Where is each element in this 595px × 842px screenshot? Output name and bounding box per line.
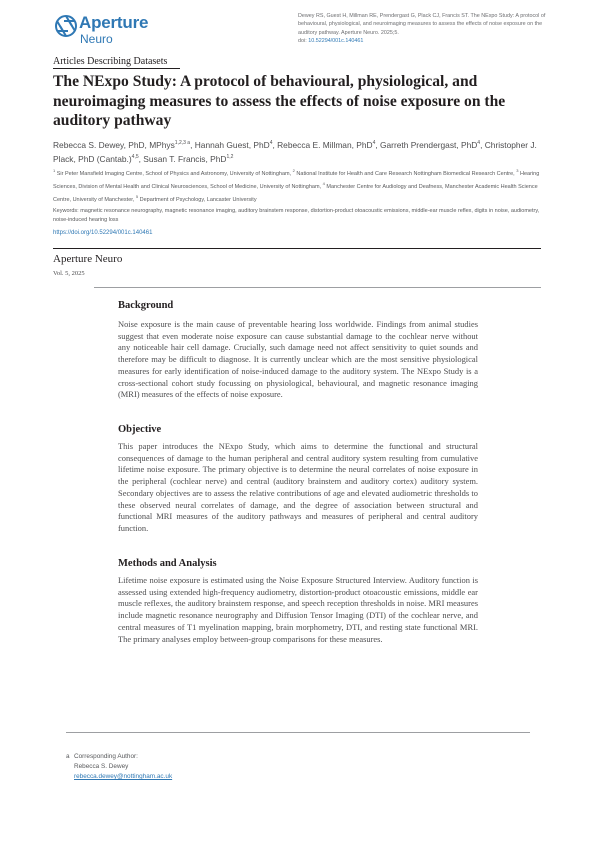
keywords-label: Keywords: — [53, 208, 81, 214]
author-dewey[interactable]: Rebecca S. Dewey, PhD, MPhys — [53, 139, 175, 150]
corresponding-author — [66, 752, 172, 782]
author-francis[interactable]: , Susan T. Francis, PhD — [138, 153, 227, 164]
objective-heading: Objective — [118, 424, 162, 435]
author-dewey-affil: 1,2,3 a — [174, 140, 191, 146]
affil-3: Hearing Sciences, Division of Mental Health and Clinical Neurosciences, School of Medicine, University of Nottingham, — [53, 170, 540, 190]
abstract-divider — [94, 287, 541, 288]
background-heading: Background — [118, 300, 174, 311]
methods-text: Lifetime noise exposure is estimated using the Noise Exposure Structured Interview. Auditory function is assessed using extended high-frequency audiometry, distortion-product otoacoustic emissions, middle ear muscle reflexes, the auditory brainstem response, and speech reception thresholds in noise. MRI measures include magnetic resonance neurography and Diffusion Tensor Imaging (DTI) of the cochlear nerve, and central measures of T1 myelination mapping, brain morphometry, DTI, and resting state functional MRI. The primary analyses employ between-group comparisons for these measures. — [118, 575, 478, 644]
journal-volume: Vol. 5, 2025 — [53, 270, 85, 277]
corresponding-marker: a — [66, 753, 70, 760]
article-title: The NExpo Study: A protocol of behavioural, physiological, and neuroimaging measures to assess the effects of noise exposure on the auditory pathway — [53, 73, 506, 129]
footnote-divider — [66, 732, 530, 733]
affil-1-num: 1 — [53, 168, 56, 173]
author-prendergast[interactable]: , Garreth Prendergast, PhD — [375, 139, 478, 150]
citation-text: Dewey RS, Guest H, Millman RE, Prendergast G, Plack CJ, Francis ST. The NExpo Study: A protocol of behavioural, physiological, and neuroimaging measures to assess the effects of noise exposure on the auditory pathway. Aperture Neuro. 2025;5. — [298, 13, 546, 36]
affil-4: Manchester Centre for Audiology and Deafness, Manchester Academic Health Science Centre, University of Manchester, — [53, 183, 538, 203]
objective-text: This paper introduces the NExpo Study, which aims to determine the functional and structural consequences of damage to the human peripheral and central auditory system resulting from cumulative lifetime noise exposure. The primary objective is to determine the neural correlates of noise exposure in the peripheral (cochlear nerve) and central (auditory brainstem and auditory cortex) auditory system. Secondary objectives are to assess the relative contributions of age and elevated audiometric thresholds to these observed neural correlates of damage, and the degree of association between structural and functional MRI measures of the auditory pathways and measures of peripheral and central auditory function. — [118, 441, 478, 533]
author-guest-affil: 4 — [269, 140, 273, 146]
header-divider — [53, 248, 541, 249]
affil-5: Department of Psychology, Lancaster University — [138, 196, 257, 203]
author-francis-affil: 1,2 — [226, 153, 234, 160]
author-guest[interactable]: , Hannah Guest, PhD — [190, 139, 270, 150]
citation-doi-line — [298, 37, 546, 45]
article-type-label: Articles Describing Datasets — [53, 56, 168, 67]
corresponding-email-link[interactable]: rebecca.dewey@nottingham.ac.uk — [74, 773, 173, 780]
author-plack-affil: 4,5 — [131, 153, 139, 160]
journal-name: Aperture Neuro — [53, 253, 123, 265]
citation-block — [298, 12, 546, 45]
logo-text-aperture: Aperture — [79, 13, 149, 32]
doi-link[interactable]: https://doi.org/10.52294/001c.140461 — [53, 230, 153, 236]
article-type-underline — [53, 68, 180, 69]
author-list — [53, 137, 543, 165]
logo-text-neuro: Neuro — [80, 32, 113, 46]
affil-2: National Institute for Health and Care Research Nottingham Biomedical Research Centre, — [294, 170, 517, 177]
affil-4-num: 4 — [322, 180, 325, 186]
author-plack[interactable]: , Christopher J. Plack, PhD (Cantab.) — [53, 139, 537, 164]
affil-5-num: 5 — [135, 193, 139, 199]
journal-logo[interactable] — [53, 12, 153, 44]
author-prendergast-affil: 4 — [477, 140, 481, 146]
corresponding-name: Rebecca S. Dewey — [74, 763, 129, 770]
author-millman[interactable]: , Rebecca E. Millman, PhD — [272, 139, 373, 150]
keywords-text: magnetic resonance neurography, magnetic resonance imaging, auditory brainstem response, distortion-product otoacoustic emissions, middle-ear muscle reflex, digits in noise, audiometry, noise-induced hearing loss — [53, 208, 540, 224]
methods-heading: Methods and Analysis — [118, 558, 217, 569]
keywords — [53, 207, 543, 225]
citation-doi-link[interactable]: 10.52294/001c.140461 — [308, 37, 364, 44]
citation-doi-prefix: doi: — [298, 37, 309, 44]
corresponding-label: Corresponding Author: — [74, 753, 138, 760]
affiliations — [53, 166, 543, 205]
affil-3-num: 3 — [516, 168, 519, 173]
affil-1: Sir Peter Mansfield Imaging Centre, School of Physics and Astronomy, University of Nottingham, — [55, 170, 293, 177]
author-millman-affil: 4 — [372, 140, 376, 146]
background-text: Noise exposure is the main cause of preventable hearing loss worldwide. Findings from animal studies suggest that even moderate noise exposure can cause substantial damage to the cochlear nerve without any noticeable hair cell damage. Crucially, such damage need not affect sensitivity to quiet sounds and therefore may be difficult to diagnose. It is currently unclear which are the most sensitive physiological measures for early identification of noise-induced damage to the auditory system. The NExpo Study is a cross-sectional cohort study focussing on physiological, behavioural, and magnetic resonance imaging (MRI) measures of the effects of noise exposure. — [118, 319, 478, 400]
affil-2-num: 2 — [292, 168, 295, 173]
